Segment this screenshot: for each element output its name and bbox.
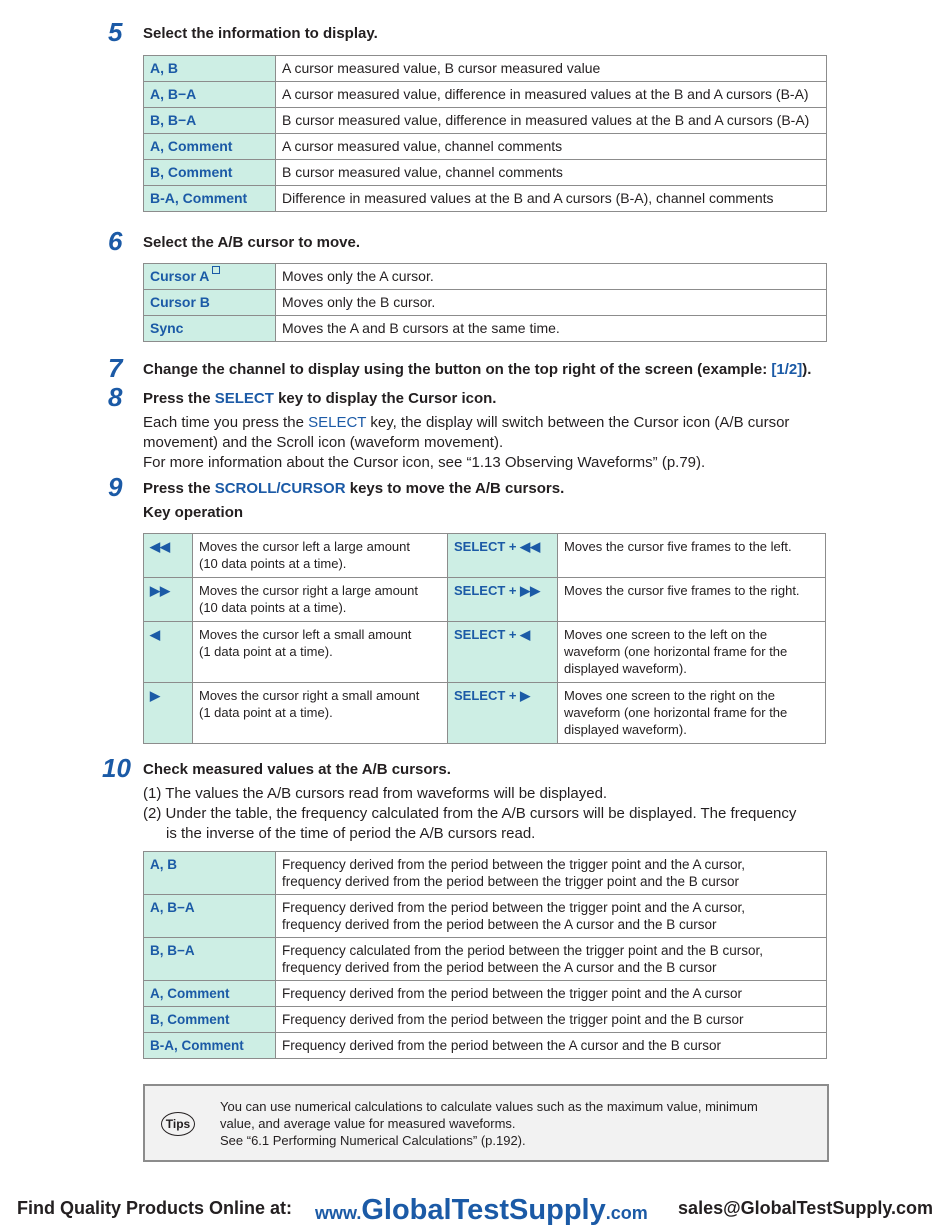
table-row (144, 186, 827, 212)
option-desc: A cursor measured value, difference in measured values at the B and A cursors (B-A) (276, 82, 827, 108)
step-title-text: Change the channel to display using the button on the top right of the screen (example: (143, 361, 772, 378)
step-number: 9 (108, 472, 123, 502)
option-desc (276, 852, 827, 895)
desc-text: key, the display will switch between the Cursor icon (A/B cursor movement) and the Scroll icon (waveform movement). (143, 414, 790, 451)
select-key-label: SELECT (308, 414, 367, 431)
channel-button-example: [1/2] (771, 361, 803, 378)
step-number: 8 (108, 382, 123, 412)
option-desc: A cursor measured value, B cursor measured value (276, 56, 827, 82)
option-desc: Difference in measured values at the B and A cursors (B-A), channel comments (276, 186, 827, 212)
desc-line: waveform (one horizontal frame for the (564, 705, 788, 720)
tips-line: You can use numerical calculations to calculate values such as the maximum value, minimum (220, 1099, 758, 1114)
table-row (144, 578, 826, 622)
table-row (144, 622, 826, 683)
option-key: B-A, Comment (144, 186, 276, 212)
option-key: A, B−A (144, 82, 276, 108)
table-row (144, 108, 827, 134)
option-desc: Moves only the A cursor. (276, 264, 827, 290)
tips-line: value, and average value for measured waveforms. (220, 1116, 516, 1131)
step-title: Check measured values at the A/B cursors. (143, 761, 451, 778)
desc-line: frequency derived from the period between the A cursor and the B cursor (282, 917, 717, 932)
footer-email-link[interactable]: sales@GlobalTestSupply.com (678, 1198, 933, 1218)
option-key: A, Comment (144, 134, 276, 160)
desc-line: Frequency derived from the period between the trigger point and the A cursor, (282, 857, 746, 872)
key-operation-heading: Key operation (143, 504, 244, 521)
key-desc (558, 683, 826, 744)
desc-line: waveform (one horizontal frame for the (564, 644, 788, 659)
footer-tagline: Find Quality Products Online at: (17, 1198, 293, 1218)
step-number: 10 (102, 753, 131, 783)
step-number: 7 (108, 353, 123, 383)
tips-line: See “6.1 Performing Numerical Calculations” (p.192). (220, 1133, 526, 1148)
option-key: Cursor B (144, 290, 276, 316)
tips-text (220, 1098, 820, 1149)
desc-line: Moves the cursor five frames to the right. (564, 583, 800, 598)
frequency-table (143, 851, 827, 1059)
table-row (144, 981, 827, 1007)
option-key: B, B−A (144, 938, 276, 981)
desc-line: Moves the cursor five frames to the left. (564, 539, 792, 554)
step-title-text: Press the (143, 480, 215, 497)
key-desc (193, 534, 448, 578)
desc-line: (10 data points at a time). (199, 556, 347, 571)
step-title: Select the information to display. (143, 25, 378, 42)
step-number: 6 (108, 226, 123, 256)
key-desc (558, 622, 826, 683)
table-row (144, 82, 827, 108)
key-combo: SELECT + ◀◀ (448, 534, 558, 578)
step-description: (1) The values the A/B cursors read from waveforms will be displayed. (143, 785, 608, 802)
option-key: B-A, Comment (144, 1033, 276, 1059)
select-key-label: SELECT (214, 390, 274, 407)
table-row (144, 683, 826, 744)
desc-line: Moves the cursor right a small amount (199, 688, 420, 703)
key-desc (193, 683, 448, 744)
table-row (144, 938, 827, 981)
step-title-text: Press the (143, 390, 215, 407)
option-desc: A cursor measured value, channel comments (276, 134, 827, 160)
step-title: Select the A/B cursor to move. (143, 234, 361, 251)
key-desc (193, 578, 448, 622)
scroll-cursor-key-label: SCROLL/CURSOR (214, 480, 346, 497)
option-key: B, B−A (144, 108, 276, 134)
desc-text: Each time you press the (143, 414, 309, 431)
key-operation-table (143, 533, 826, 744)
table-row (144, 160, 827, 186)
option-key: Sync (144, 316, 276, 342)
site-suffix: .com (605, 1203, 648, 1223)
step-title-end: keys to move the A/B cursors. (345, 480, 565, 497)
page-footer (0, 1194, 950, 1224)
step-number: 5 (108, 17, 123, 47)
table-row (144, 316, 827, 342)
option-desc: Moves only the B cursor. (276, 290, 827, 316)
desc-line: displayed waveform). (564, 722, 687, 737)
desc-line: Frequency calculated from the period between the trigger point and the B cursor, (282, 943, 764, 958)
step-title (143, 390, 496, 408)
option-key-label: Cursor A (150, 268, 210, 284)
cursor-select-table (143, 263, 827, 342)
option-key: A, B−A (144, 895, 276, 938)
key-desc (193, 622, 448, 683)
table-row (144, 134, 827, 160)
step-description (143, 413, 833, 453)
key-symbol: ◀ (144, 622, 193, 683)
table-row (144, 290, 827, 316)
step-reference: For more information about the Cursor icon, see “1.13 Observing Waveforms” (p.79). (143, 454, 706, 471)
table-row (144, 895, 827, 938)
key-symbol: ▶ (144, 683, 193, 744)
table-row (144, 852, 827, 895)
footer-website-link[interactable] (315, 1194, 648, 1227)
option-desc (276, 938, 827, 981)
option-key (144, 264, 276, 290)
option-key: A, B (144, 852, 276, 895)
desc-line: displayed waveform). (564, 661, 687, 676)
desc-line: (1 data point at a time). (199, 705, 333, 720)
option-key: A, B (144, 56, 276, 82)
table-row (144, 264, 827, 290)
option-desc: Frequency derived from the period between the trigger point and the A cursor (276, 981, 827, 1007)
option-key: B, Comment (144, 1007, 276, 1033)
option-desc: B cursor measured value, channel comments (276, 160, 827, 186)
key-symbol: ◀◀ (144, 534, 193, 578)
desc-line: Frequency derived from the period between the trigger point and the A cursor, (282, 900, 746, 915)
step-title (143, 361, 843, 379)
key-desc (558, 578, 826, 622)
desc-line: Moves the cursor left a small amount (199, 627, 412, 642)
desc-line: Moves one screen to the left on the (564, 627, 768, 642)
key-combo: SELECT + ▶▶ (448, 578, 558, 622)
table-row (144, 534, 826, 578)
step-title-end: key to display the Cursor icon. (273, 390, 497, 407)
site-prefix: www. (315, 1203, 362, 1223)
desc-line: Moves the cursor right a large amount (199, 583, 418, 598)
table-row (144, 1033, 827, 1059)
option-desc: Frequency derived from the period between the trigger point and the B cursor (276, 1007, 827, 1033)
option-key: B, Comment (144, 160, 276, 186)
key-combo: SELECT + ▶ (448, 683, 558, 744)
desc-line: (10 data points at a time). (199, 600, 347, 615)
step-description: is the inverse of the time of period the A/B cursors read. (166, 825, 536, 842)
desc-line: Moves one screen to the right on the (564, 688, 776, 703)
default-marker-icon (212, 266, 220, 274)
desc-line: frequency derived from the period between the trigger point and the B cursor (282, 874, 740, 889)
tips-box (143, 1084, 829, 1162)
option-desc: Moves the A and B cursors at the same time. (276, 316, 827, 342)
option-desc (276, 895, 827, 938)
key-desc (558, 534, 826, 578)
desc-line: Moves the cursor left a large amount (199, 539, 410, 554)
table-row (144, 56, 827, 82)
step-title-end: ). (802, 361, 812, 378)
tips-icon: Tips (161, 1112, 195, 1136)
site-name: GlobalTestSupply (361, 1194, 606, 1226)
table-row (144, 1007, 827, 1033)
option-key: A, Comment (144, 981, 276, 1007)
key-combo: SELECT + ◀ (448, 622, 558, 683)
desc-line: frequency derived from the period between the A cursor and the B cursor (282, 960, 717, 975)
option-desc: B cursor measured value, difference in measured values at the B and A cursors (B-A) (276, 108, 827, 134)
option-desc: Frequency derived from the period between the A cursor and the B cursor (276, 1033, 827, 1059)
desc-line: (1 data point at a time). (199, 644, 333, 659)
display-info-table (143, 55, 827, 212)
key-symbol: ▶▶ (144, 578, 193, 622)
step-title (143, 480, 564, 498)
step-description: (2) Under the table, the frequency calculated from the A/B cursors will be displayed. The frequency (143, 805, 797, 822)
